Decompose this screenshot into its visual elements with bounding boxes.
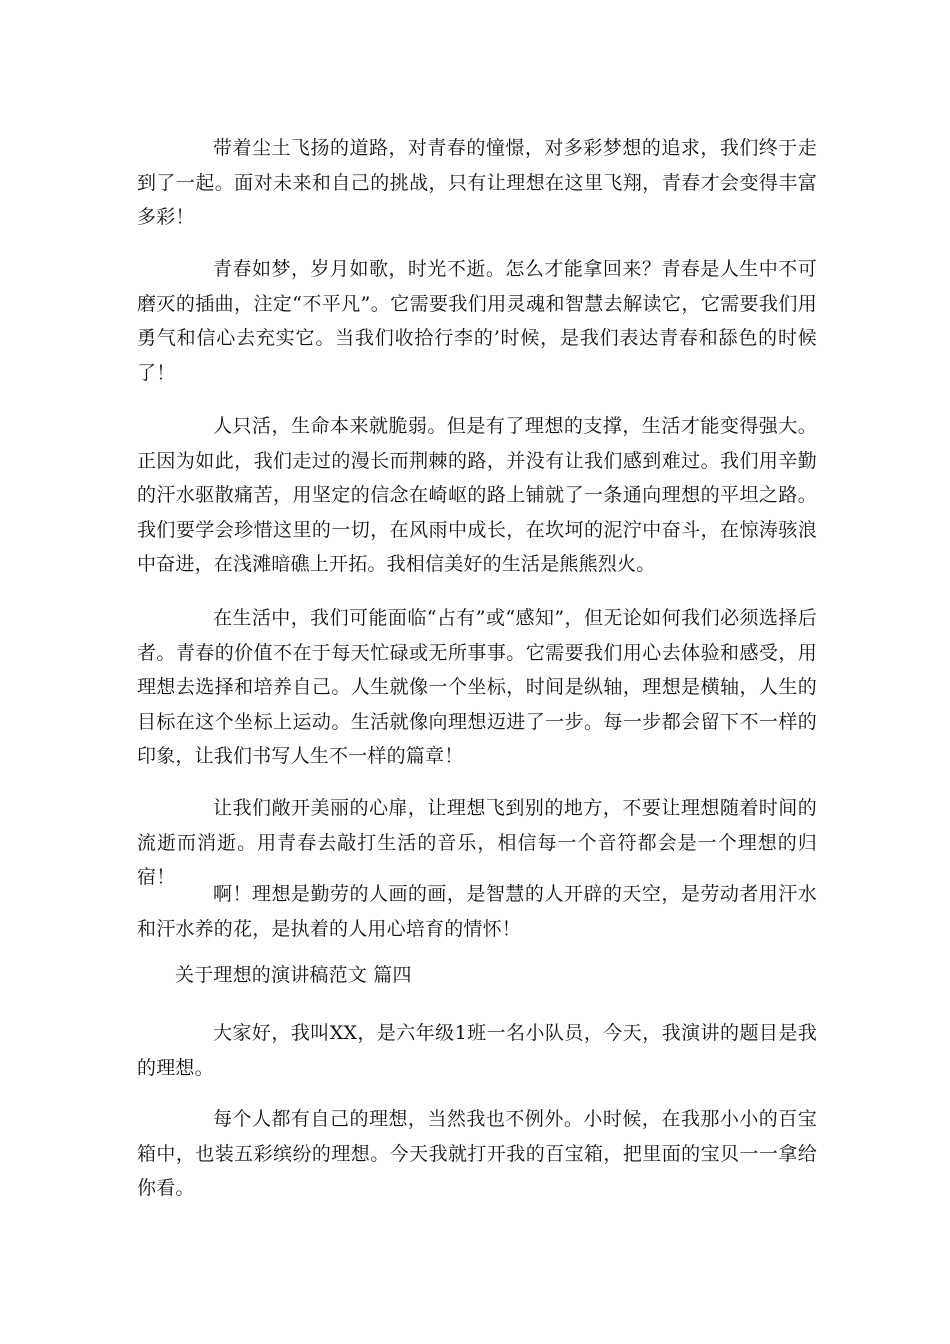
paragraph-3: 人只活，生命本来就脆弱。但是有了理想的支撑，生活才能变得强大。正因为如此，我们走过的漫长而荆棘的路，并没有让我们感到难过。我们用辛勤的汗水驱散痛苦，用坚定的信念在崎岖的路上铺就了一条通向理想的平坦之路。我们要学会珍惜这里的一切，在风雨中成长，在坎坷的泥泞中奋斗，在惊涛骇浪中奋进，在浅滩暗礁上开拓。我相信美好的生活是熊熊烈火。 (137, 415, 817, 575)
paragraph-8: 每个人都有自己的理想，当然我也不例外。小时候，在我那小小的百宝箱中，也装五彩缤纷的理想。今天我就打开我的百宝箱，把里面的宝贝一一拿给你看。 (137, 1108, 817, 1199)
paragraph-7: 大家好，我叫XX，是六年级1班一名小队员，今天，我演讲的题目是我的理想。 (137, 1022, 817, 1079)
paragraph-2: 青春如梦，岁月如歌，时光不逝。怎么才能拿回来？青春是人生中不可磨灭的插曲，注定“不平凡”。它需要我们用灵魂和智慧去解读它，它需要我们用勇气和信心去充实它。当我们收拾行李的’时候，是我们表达青春和舔色的时候了！ (137, 258, 817, 384)
paragraph-4: 在生活中，我们可能面临“占有”或“感知”，但无论如何我们必须选择后者。青春的价值不在于每天忙碌或无所事事。它需要我们用心去体验和感受，用理想去选择和培养自己。人生就像一个坐标，时间是纵轴，理想是横轴，人生的目标在这个坐标上运动。生活就像向理想迈进了一步。每一步都会留下不一样的印象，让我们书写人生不一样的篇章！ (137, 607, 817, 767)
paragraph-5: 让我们敞开美丽的心扉，让理想飞到别的地方，不要让理想随着时间的流逝而消逝。用青春去敲打生活的音乐，相信每一个音符都会是一个理想的归宿！ (137, 797, 817, 888)
paragraph-1: 带着尘土飞扬的道路，对青春的憧憬，对多彩梦想的追求，我们终于走到了一起。面对未来和自己的挑战，只有让理想在这里飞翔，青春才会变得丰富多彩！ (137, 137, 817, 228)
paragraph-6: 啊！理想是勤劳的人画的画，是智慧的人开辟的天空，是劳动者用汗水和汗水养的花，是执着的人用心培育的情怀！ (137, 883, 817, 940)
section-heading: 关于理想的演讲稿范文 篇四 (175, 964, 412, 986)
